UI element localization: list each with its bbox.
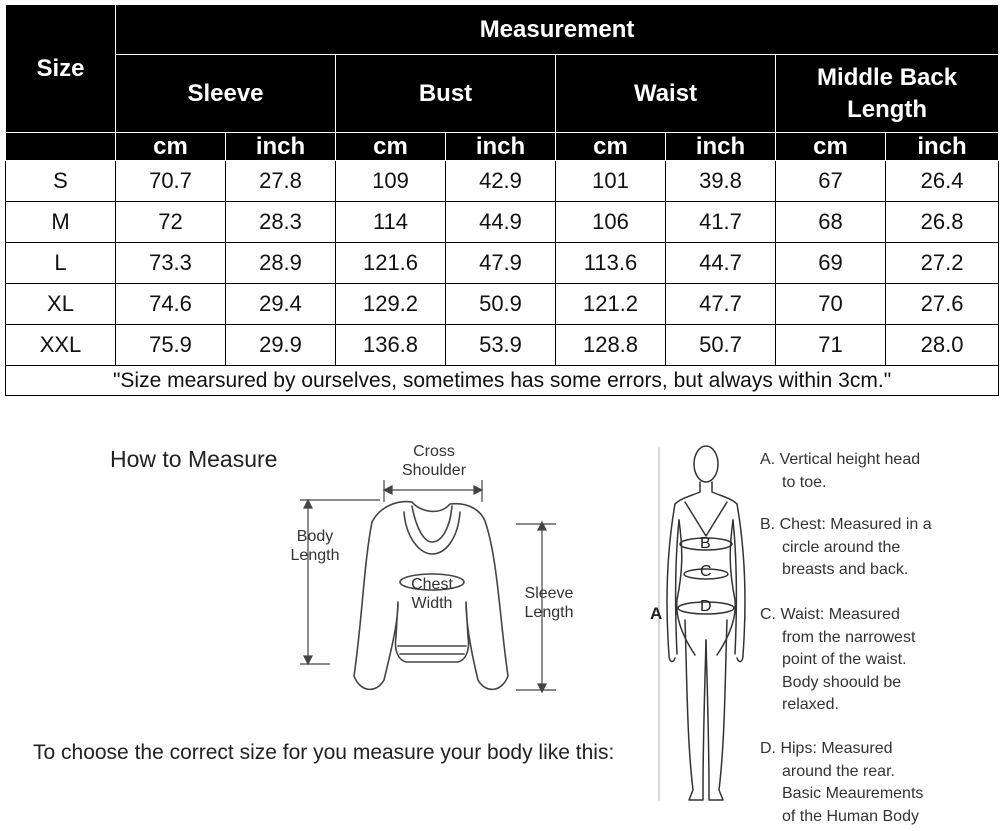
measurement-cell: 41.7 xyxy=(666,202,776,243)
measurement-cell: 114 xyxy=(336,202,446,243)
measurement-cell: 75.9 xyxy=(116,325,226,366)
instruction-text: To choose the correct size for you measure your body like this: xyxy=(33,741,615,764)
measurement-cell: 69 xyxy=(776,243,886,284)
measurement-cell: 27.2 xyxy=(886,243,999,284)
measurement-cell: 70.7 xyxy=(116,161,226,202)
measurement-cell: 47.7 xyxy=(666,284,776,325)
size-cell: L xyxy=(6,243,116,284)
table-row xyxy=(6,325,999,366)
waist-header: Waist xyxy=(556,55,776,133)
measurement-cell: 50.9 xyxy=(446,284,556,325)
note-a: A. Vertical height head to toe. xyxy=(760,451,921,491)
measurement-cell: 128.8 xyxy=(556,325,666,366)
measurement-cell: 68 xyxy=(776,202,886,243)
measurement-cell: 67 xyxy=(776,161,886,202)
size-note: "Size mearsured by ourselves, sometimes has some errors, but always within 3cm." xyxy=(6,366,999,396)
measurement-cell: 44.9 xyxy=(446,202,556,243)
unit-cm: cm xyxy=(776,133,886,161)
unit-inch: inch xyxy=(886,133,999,161)
middle-back-line-2: Length xyxy=(847,95,928,123)
measurement-cell: 26.4 xyxy=(886,161,999,202)
marker-b: B xyxy=(700,535,711,552)
size-unit-blank xyxy=(6,133,116,161)
measurement-cell: 129.2 xyxy=(336,284,446,325)
size-cell: XXL xyxy=(6,325,116,366)
measurement-cell: 28.3 xyxy=(226,202,336,243)
note-d: D. Hips: Measured around the rear. Basic Meaurements of the Human Body xyxy=(760,740,924,825)
measurement-cell: 53.9 xyxy=(446,325,556,366)
measurement-cell: 28.0 xyxy=(886,325,999,366)
note-b: B. Chest: Measured in a circle around the breasts and back. xyxy=(760,516,932,578)
marker-d: D xyxy=(700,598,712,615)
measurement-cell: 28.9 xyxy=(226,243,336,284)
measurement-cell: 27.8 xyxy=(226,161,336,202)
body-diagram xyxy=(655,440,765,810)
measurement-cell: 27.6 xyxy=(886,284,999,325)
measurement-cell: 73.3 xyxy=(116,243,226,284)
size-header: Size xyxy=(6,5,116,133)
marker-a: A xyxy=(650,604,663,623)
measurement-cell: 74.6 xyxy=(116,284,226,325)
table-row xyxy=(6,202,999,243)
unit-inch: inch xyxy=(666,133,776,161)
bust-header: Bust xyxy=(336,55,556,133)
measurement-cell: 29.9 xyxy=(226,325,336,366)
measurement-cell: 109 xyxy=(336,161,446,202)
note-c: C. Waist: Measured from the narrowest point of the waist. Body shoould be relaxed. xyxy=(760,606,916,713)
measurement-cell: 101 xyxy=(556,161,666,202)
unit-inch: inch xyxy=(226,133,336,161)
measurement-cell: 106 xyxy=(556,202,666,243)
size-cell: XL xyxy=(6,284,116,325)
measurement-cell: 26.8 xyxy=(886,202,999,243)
measurement-cell: 29.4 xyxy=(226,284,336,325)
unit-cm: cm xyxy=(556,133,666,161)
measurement-cell: 47.9 xyxy=(446,243,556,284)
measurement-cell: 42.9 xyxy=(446,161,556,202)
measurement-cell: 121.6 xyxy=(336,243,446,284)
how-to-measure-title: How to Measure xyxy=(110,446,278,472)
measurement-cell: 71 xyxy=(776,325,886,366)
middle-back-line-1: Middle Back xyxy=(817,63,958,91)
unit-inch: inch xyxy=(446,133,556,161)
measurement-cell: 39.8 xyxy=(666,161,776,202)
unit-cm: cm xyxy=(116,133,226,161)
unit-cm: cm xyxy=(336,133,446,161)
table-row xyxy=(6,243,999,284)
size-cell: M xyxy=(6,202,116,243)
sleeve-header: Sleeve xyxy=(116,55,336,133)
measurement-cell: 136.8 xyxy=(336,325,446,366)
middle-back-length-header xyxy=(776,55,999,133)
table-row xyxy=(6,284,999,325)
measurement-cell: 113.6 xyxy=(556,243,666,284)
marker-c: C xyxy=(700,563,712,580)
cross-shoulder-label: Cross Shoulder xyxy=(401,443,467,479)
size-cell: S xyxy=(6,161,116,202)
measurement-cell: 50.7 xyxy=(666,325,776,366)
table-row xyxy=(6,161,999,202)
measurement-cell: 70 xyxy=(776,284,886,325)
measurement-header: Measurement xyxy=(116,5,999,55)
body-length-label: Body Length xyxy=(290,528,340,564)
measurement-cell: 121.2 xyxy=(556,284,666,325)
size-chart-table xyxy=(5,4,999,396)
sleeve-length-label: Sleeve Length xyxy=(524,585,574,621)
chest-width-label: Chest Width xyxy=(411,576,453,612)
measurement-cell: 44.7 xyxy=(666,243,776,284)
measurement-cell: 72 xyxy=(116,202,226,243)
